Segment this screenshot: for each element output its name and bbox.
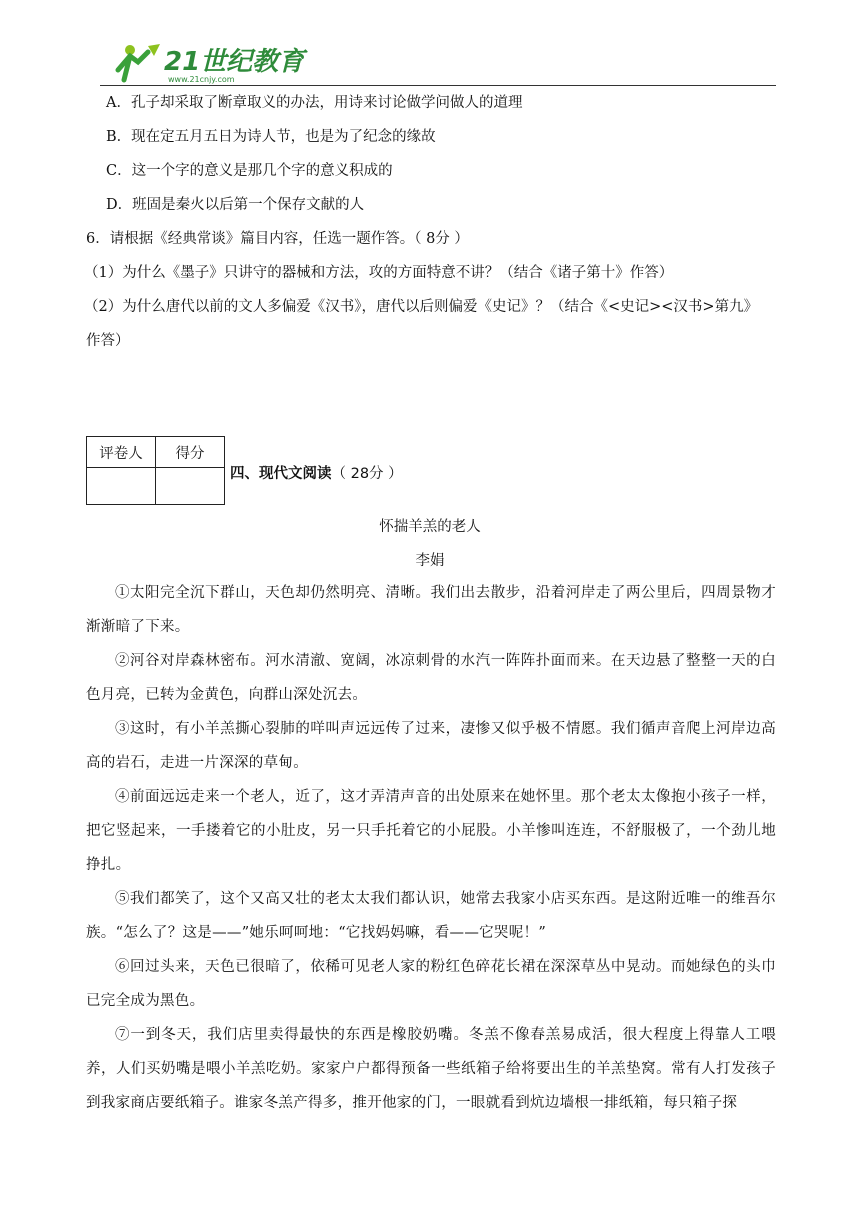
option-a: A．孔子却采取了断章取义的办法，用诗来讨论做学问做人的道理 xyxy=(106,95,523,111)
paragraph-7: ⑦一到冬天，我们店里卖得最快的东西是橡胶奶嘴。冬羔不像春羔易成活，很大程度上得靠人工喂养，人们买奶嘴是喂小羊羔吃奶。家家户户都得预备一些纸箱子给将要出生的羊羔垫窝。常有人打发孩子到我家商店要纸箱子。谁家冬羔产得多，推开他家的门，一眼就看到炕边墙根一排纸箱，每只箱子探 xyxy=(86,1027,776,1111)
grader-cell xyxy=(87,468,156,505)
paragraph-4: ④前面远远走来一个老人，近了，这才弄清声音的出处原来在她怀里。那个老太太像抱小孩子一样，把它竖起来，一手搂着它的小肚皮，另一只手托着它的小屁股。小羊惨叫连连，不舒服极了，一个劲儿地挣扎。 xyxy=(86,789,776,873)
option-c: C．这一个字的意义是那几个字的意义积成的 xyxy=(106,163,393,179)
21cnjy-logo xyxy=(108,40,348,84)
question-6-sub-2-cont: 作答） xyxy=(86,333,130,349)
score-header: 得分 xyxy=(156,437,225,468)
logo-text: 21世纪教育 xyxy=(164,47,305,77)
paragraph-5: ⑤我们都笑了，这个又高又壮的老太太我们都认识，她常去我家小店买东西。是这附近唯一的维吾尔族。“怎么了？这是——”她乐呵呵地：“它找妈妈嘛，看——它哭呢！” xyxy=(86,891,776,941)
article-title: 怀揣羊羔的老人 xyxy=(379,519,481,535)
section-title: 四、现代文阅读 xyxy=(230,466,332,482)
score-cell xyxy=(156,468,225,505)
logo-url: www.21cnjy.com xyxy=(168,75,235,84)
question-6-sub-2: （2）为什么唐代以前的文人多偏爱《汉书》，唐代以后则偏爱《史记》？（结合《<史记><汉书>第九》 xyxy=(84,299,759,315)
paragraph-2: ②河谷对岸森林密布。河水清澈、宽阔，冰凉刺骨的水汽一阵阵扑面而来。在天边悬了整整一天的白色月亮，已转为金黄色，向群山深处沉去。 xyxy=(86,653,776,703)
grader-header: 评卷人 xyxy=(87,437,156,468)
section-heading xyxy=(230,462,403,483)
question-6-sub-1: （1）为什么《墨子》只讲守的器械和方法，攻的方面特意不讲？（结合《诸子第十》作答） xyxy=(84,265,674,281)
paragraph-6: ⑥回过头来，天色已很暗了，依稀可见老人家的粉红色碎花长裙在深深草丛中晃动。而她绿色的头巾已完全成为黑色。 xyxy=(86,959,776,1009)
article-author: 李娟 xyxy=(415,553,445,569)
page-header xyxy=(100,40,776,86)
section-points: （ 28分 ） xyxy=(331,466,403,482)
header-rule xyxy=(100,85,776,86)
score-table xyxy=(86,436,225,505)
option-d: D．班固是秦火以后第一个保存文献的人 xyxy=(106,197,365,213)
question-6-stem: 6．请根据《经典常谈》篇目内容，任选一题作答。（ 8分 ） xyxy=(86,231,469,247)
option-b: B．现在定五月五日为诗人节，也是为了纪念的缘故 xyxy=(106,129,436,145)
paragraph-1: ①太阳完全沉下群山，天色却仍然明亮、清晰。我们出去散步，沿着河岸走了两公里后，四周景物才渐渐暗了下来。 xyxy=(86,585,776,635)
paragraph-3: ③这时，有小羊羔撕心裂肺的咩叫声远远传了过来，凄惨又似乎极不情愿。我们循声音爬上河岸边高高的岩石，走进一片深深的草甸。 xyxy=(86,721,776,771)
